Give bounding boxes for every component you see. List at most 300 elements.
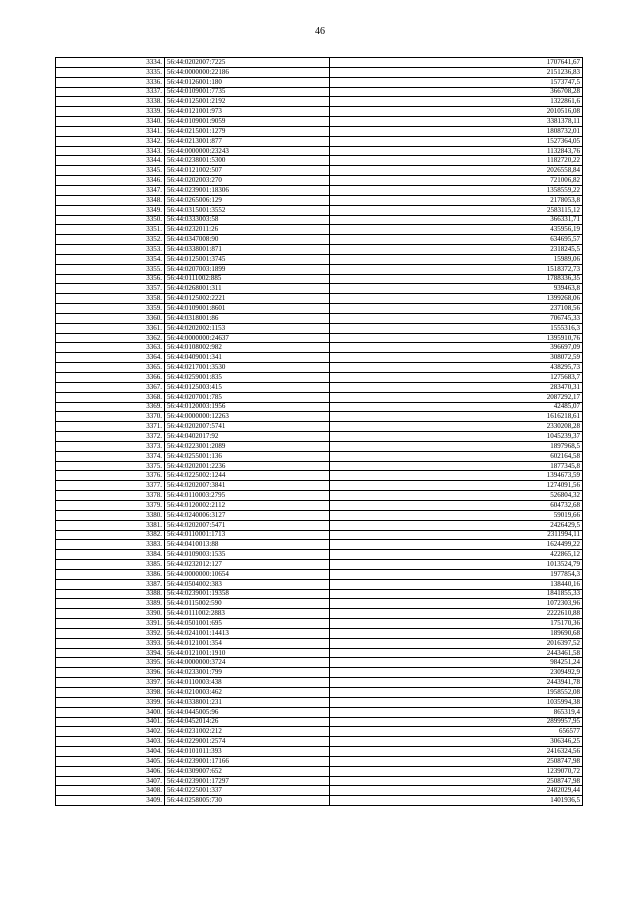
row-number-cell: 3401. <box>56 717 165 727</box>
table-row <box>56 205 583 215</box>
row-number-cell: 3350. <box>56 215 165 225</box>
value-cell: 1977854,3 <box>330 569 583 579</box>
table-row <box>56 195 583 205</box>
row-number-cell: 3397. <box>56 678 165 688</box>
table-row <box>56 245 583 255</box>
row-number-cell: 3356. <box>56 274 165 284</box>
cadastral-number-cell: 56:44:0225002:1244 <box>165 471 330 481</box>
table-row <box>56 579 583 589</box>
row-number-cell: 3343. <box>56 146 165 156</box>
cadastral-number-cell: 56:44:0232011:26 <box>165 225 330 235</box>
value-cell: 175170,36 <box>330 619 583 629</box>
cadastral-number-cell: 56:44:0445005:96 <box>165 707 330 717</box>
table-row <box>56 333 583 343</box>
table-row <box>56 313 583 323</box>
table-row <box>56 658 583 668</box>
row-number-cell: 3390. <box>56 609 165 619</box>
table-row <box>56 254 583 264</box>
row-number-cell: 3366. <box>56 373 165 383</box>
row-number-cell: 3361. <box>56 323 165 333</box>
value-cell: 1274091,56 <box>330 481 583 491</box>
cadastral-number-cell: 56:44:0217001:3530 <box>165 363 330 373</box>
row-number-cell: 3396. <box>56 668 165 678</box>
row-number-cell: 3340. <box>56 117 165 127</box>
table-row <box>56 500 583 510</box>
row-number-cell: 3404. <box>56 747 165 757</box>
row-number-cell: 3368. <box>56 392 165 402</box>
row-number-cell: 3402. <box>56 727 165 737</box>
value-cell: 1182720,22 <box>330 156 583 166</box>
table-row <box>56 176 583 186</box>
table-row <box>56 707 583 717</box>
cadastral-number-cell: 56:44:0229001:2574 <box>165 737 330 747</box>
row-number-cell: 3381. <box>56 520 165 530</box>
cadastral-number-cell: 56:44:0108002:982 <box>165 343 330 353</box>
table-row <box>56 796 583 806</box>
value-cell: 1045239,37 <box>330 432 583 442</box>
cadastral-number-cell: 56:44:0110003:2795 <box>165 491 330 501</box>
row-number-cell: 3384. <box>56 550 165 560</box>
row-number-cell: 3385. <box>56 560 165 570</box>
cadastral-number-cell: 56:44:0202002:1153 <box>165 323 330 333</box>
table-row <box>56 304 583 314</box>
table-row <box>56 668 583 678</box>
row-number-cell: 3391. <box>56 619 165 629</box>
cadastral-number-cell: 56:44:0233001:799 <box>165 668 330 678</box>
table-row <box>56 609 583 619</box>
cadastral-number-cell: 56:44:0115002:590 <box>165 599 330 609</box>
row-number-cell: 3388. <box>56 589 165 599</box>
table-row <box>56 727 583 737</box>
cadastral-number-cell: 56:44:0109001:8601 <box>165 304 330 314</box>
cadastral-number-cell: 56:44:0333003:58 <box>165 215 330 225</box>
row-number-cell: 3406. <box>56 766 165 776</box>
value-cell: 1035994,38 <box>330 697 583 707</box>
table-row <box>56 323 583 333</box>
row-number-cell: 3342. <box>56 136 165 146</box>
value-cell: 2482029,44 <box>330 786 583 796</box>
value-cell: 2583115,12 <box>330 205 583 215</box>
value-cell: 2330208,28 <box>330 422 583 432</box>
value-cell: 1624499,22 <box>330 540 583 550</box>
table-row <box>56 274 583 284</box>
cadastral-number-cell: 56:44:0101011:393 <box>165 747 330 757</box>
row-number-cell: 3378. <box>56 491 165 501</box>
row-number-cell: 3363. <box>56 343 165 353</box>
value-cell: 2443461,58 <box>330 648 583 658</box>
row-number-cell: 3347. <box>56 185 165 195</box>
value-cell: 1527364,05 <box>330 136 583 146</box>
row-number-cell: 3380. <box>56 510 165 520</box>
cadastral-number-cell: 56:44:0110001:1713 <box>165 530 330 540</box>
table-row <box>56 520 583 530</box>
table-row <box>56 441 583 451</box>
table-row <box>56 422 583 432</box>
cadastral-number-cell: 56:44:0120002:2112 <box>165 500 330 510</box>
table-row <box>56 461 583 471</box>
table-row <box>56 491 583 501</box>
cadastral-number-cell: 56:44:0268001:311 <box>165 284 330 294</box>
table-row <box>56 353 583 363</box>
value-cell: 1788336,35 <box>330 274 583 284</box>
row-number-cell: 3337. <box>56 87 165 97</box>
page-number: 46 <box>315 26 325 37</box>
table-row <box>56 628 583 638</box>
row-number-cell: 3367. <box>56 382 165 392</box>
value-cell: 1132843,76 <box>330 146 583 156</box>
row-number-cell: 3400. <box>56 707 165 717</box>
row-number-cell: 3405. <box>56 756 165 766</box>
table-row <box>56 97 583 107</box>
cadastral-number-cell: 56:44:0202007:3841 <box>165 481 330 491</box>
row-number-cell: 3375. <box>56 461 165 471</box>
row-number-cell: 3358. <box>56 294 165 304</box>
cadastral-number-cell: 56:44:0501001:695 <box>165 619 330 629</box>
value-cell: 1707641,67 <box>330 58 583 68</box>
row-number-cell: 3357. <box>56 284 165 294</box>
value-cell: 422865,12 <box>330 550 583 560</box>
row-number-cell: 3355. <box>56 264 165 274</box>
table-row <box>56 58 583 68</box>
value-cell: 2416324,56 <box>330 747 583 757</box>
cadastral-number-cell: 56:44:0207001:785 <box>165 392 330 402</box>
cadastral-number-cell: 56:44:0000000:10654 <box>165 569 330 579</box>
table-row <box>56 737 583 747</box>
value-cell: 1401936,5 <box>330 796 583 806</box>
table-row <box>56 471 583 481</box>
cadastral-number-cell: 56:44:0121001:973 <box>165 107 330 117</box>
cadastral-number-cell: 56:44:0240006:3127 <box>165 510 330 520</box>
value-cell: 2222610,88 <box>330 609 583 619</box>
value-cell: 2151236,83 <box>330 67 583 77</box>
value-cell: 308072,59 <box>330 353 583 363</box>
cadastral-number-cell: 56:44:0239001:17297 <box>165 776 330 786</box>
cadastral-number-cell: 56:44:0225001:337 <box>165 786 330 796</box>
row-number-cell: 3386. <box>56 569 165 579</box>
row-number-cell: 3351. <box>56 225 165 235</box>
table-row <box>56 678 583 688</box>
table-row <box>56 166 583 176</box>
value-cell: 1555316,3 <box>330 323 583 333</box>
value-cell: 15989,06 <box>330 254 583 264</box>
value-cell: 1877345,8 <box>330 461 583 471</box>
row-number-cell: 3387. <box>56 579 165 589</box>
value-cell: 189690,68 <box>330 628 583 638</box>
value-cell: 396697,09 <box>330 343 583 353</box>
row-number-cell: 3362. <box>56 333 165 343</box>
value-cell: 435956,19 <box>330 225 583 235</box>
cadastral-number-cell: 56:44:0347008:90 <box>165 235 330 245</box>
table-row <box>56 648 583 658</box>
cadastral-number-cell: 56:44:0125002:2221 <box>165 294 330 304</box>
cadastral-number-cell: 56:44:0202001:2236 <box>165 461 330 471</box>
row-number-cell: 3336. <box>56 77 165 87</box>
table-row <box>56 619 583 629</box>
row-number-cell: 3398. <box>56 688 165 698</box>
value-cell: 2318245,5 <box>330 245 583 255</box>
cadastral-number-cell: 56:44:0121001:1910 <box>165 648 330 658</box>
value-cell: 1394673,59 <box>330 471 583 481</box>
table-row <box>56 786 583 796</box>
row-number-cell: 3334. <box>56 58 165 68</box>
value-cell: 366708,28 <box>330 87 583 97</box>
row-number-cell: 3389. <box>56 599 165 609</box>
value-cell: 706745,33 <box>330 313 583 323</box>
value-cell: 237108,56 <box>330 304 583 314</box>
value-cell: 2311994,11 <box>330 530 583 540</box>
value-cell: 2508747,98 <box>330 776 583 786</box>
row-number-cell: 3335. <box>56 67 165 77</box>
row-number-cell: 3370. <box>56 412 165 422</box>
row-number-cell: 3354. <box>56 254 165 264</box>
row-number-cell: 3360. <box>56 313 165 323</box>
cadastral-number-cell: 56:44:0239001:18306 <box>165 185 330 195</box>
table-row <box>56 747 583 757</box>
value-cell: 1358559,22 <box>330 185 583 195</box>
value-cell: 2010516,08 <box>330 107 583 117</box>
value-cell: 1616218,61 <box>330 412 583 422</box>
table-row <box>56 343 583 353</box>
row-number-cell: 3393. <box>56 638 165 648</box>
value-cell: 1399268,06 <box>330 294 583 304</box>
cadastral-number-cell: 56:44:0000000:3724 <box>165 658 330 668</box>
cadastral-number-cell: 56:44:0504002:383 <box>165 579 330 589</box>
value-cell: 283470,31 <box>330 382 583 392</box>
cadastral-number-cell: 56:44:0409001:341 <box>165 353 330 363</box>
cadastral-number-cell: 56:44:0255001:136 <box>165 451 330 461</box>
cadastral-number-cell: 56:44:0121001:354 <box>165 638 330 648</box>
table-row <box>56 638 583 648</box>
value-cell: 2087292,17 <box>330 392 583 402</box>
row-number-cell: 3341. <box>56 126 165 136</box>
value-cell: 526804,32 <box>330 491 583 501</box>
cadastral-number-cell: 56:44:0223001:2089 <box>165 441 330 451</box>
row-number-cell: 3392. <box>56 628 165 638</box>
cadastral-number-cell: 56:44:0232012:127 <box>165 560 330 570</box>
value-cell: 366331,71 <box>330 215 583 225</box>
table-row <box>56 766 583 776</box>
cadastral-number-cell: 56:44:0120003:1956 <box>165 402 330 412</box>
table-row <box>56 756 583 766</box>
cadastral-number-cell: 56:44:0210003:462 <box>165 688 330 698</box>
value-cell: 1072303,96 <box>330 599 583 609</box>
cadastral-number-cell: 56:44:0207003:1899 <box>165 264 330 274</box>
value-cell: 721006,82 <box>330 176 583 186</box>
cadastral-number-cell: 56:44:0121002:507 <box>165 166 330 176</box>
cadastral-number-cell: 56:44:0125003:415 <box>165 382 330 392</box>
table-row <box>56 67 583 77</box>
cadastral-number-cell: 56:44:0000000:23243 <box>165 146 330 156</box>
cadastral-number-cell: 56:44:0202007:7225 <box>165 58 330 68</box>
value-cell: 306346,25 <box>330 737 583 747</box>
value-cell: 2178053,8 <box>330 195 583 205</box>
table-row <box>56 382 583 392</box>
cadastral-number-cell: 56:44:0315001:3552 <box>165 205 330 215</box>
value-cell: 1239070,72 <box>330 766 583 776</box>
register-table-body <box>56 58 583 806</box>
cadastral-number-cell: 56:44:0109001:7735 <box>165 87 330 97</box>
table-row <box>56 560 583 570</box>
cadastral-number-cell: 56:44:0241001:14413 <box>165 628 330 638</box>
row-number-cell: 3395. <box>56 658 165 668</box>
row-number-cell: 3408. <box>56 786 165 796</box>
table-row <box>56 550 583 560</box>
row-number-cell: 3372. <box>56 432 165 442</box>
table-row <box>56 432 583 442</box>
value-cell: 138440,16 <box>330 579 583 589</box>
cadastral-number-cell: 56:44:0258005:730 <box>165 796 330 806</box>
table-row <box>56 569 583 579</box>
table-row <box>56 87 583 97</box>
value-cell: 1395910,76 <box>330 333 583 343</box>
table-row <box>56 451 583 461</box>
table-row <box>56 540 583 550</box>
cadastral-number-cell: 56:44:0231002:212 <box>165 727 330 737</box>
table-row <box>56 717 583 727</box>
cadastral-number-cell: 56:44:0109003:1535 <box>165 550 330 560</box>
table-row <box>56 481 583 491</box>
value-cell: 1573747,5 <box>330 77 583 87</box>
cadastral-number-cell: 56:44:0410013:88 <box>165 540 330 550</box>
row-number-cell: 3359. <box>56 304 165 314</box>
value-cell: 1808732,01 <box>330 126 583 136</box>
cadastral-number-cell: 56:44:0000000:12263 <box>165 412 330 422</box>
table-row <box>56 373 583 383</box>
row-number-cell: 3365. <box>56 363 165 373</box>
row-number-cell: 3339. <box>56 107 165 117</box>
table-row <box>56 599 583 609</box>
value-cell: 2508747,98 <box>330 756 583 766</box>
row-number-cell: 3349. <box>56 205 165 215</box>
cadastral-number-cell: 56:44:0239001:17166 <box>165 756 330 766</box>
table-row <box>56 284 583 294</box>
table-row <box>56 294 583 304</box>
cadastral-number-cell: 56:44:0338001:231 <box>165 697 330 707</box>
value-cell: 2309492,9 <box>330 668 583 678</box>
row-number-cell: 3353. <box>56 245 165 255</box>
cadastral-number-cell: 56:44:0000000:24637 <box>165 333 330 343</box>
table-row <box>56 235 583 245</box>
value-cell: 42485,07 <box>330 402 583 412</box>
row-number-cell: 3373. <box>56 441 165 451</box>
table-row <box>56 402 583 412</box>
value-cell: 1275683,7 <box>330 373 583 383</box>
cadastral-number-cell: 56:44:0111002:885 <box>165 274 330 284</box>
value-cell: 634695,57 <box>330 235 583 245</box>
value-cell: 3381378,11 <box>330 117 583 127</box>
value-cell: 2426429,5 <box>330 520 583 530</box>
table-row <box>56 136 583 146</box>
table-row <box>56 156 583 166</box>
value-cell: 865319,4 <box>330 707 583 717</box>
table-row <box>56 117 583 127</box>
value-cell: 602164,58 <box>330 451 583 461</box>
table-row <box>56 215 583 225</box>
table-row <box>56 77 583 87</box>
cadastral-number-cell: 56:44:0111002:2883 <box>165 609 330 619</box>
row-number-cell: 3403. <box>56 737 165 747</box>
row-number-cell: 3346. <box>56 176 165 186</box>
value-cell: 1958552,08 <box>330 688 583 698</box>
cadastral-number-cell: 56:44:0402017:92 <box>165 432 330 442</box>
row-number-cell: 3352. <box>56 235 165 245</box>
value-cell: 984251,24 <box>330 658 583 668</box>
table-row <box>56 185 583 195</box>
cadastral-number-cell: 56:44:0202003:270 <box>165 176 330 186</box>
value-cell: 656577 <box>330 727 583 737</box>
value-cell: 2899957,95 <box>330 717 583 727</box>
value-cell: 1518372,73 <box>330 264 583 274</box>
cadastral-number-cell: 56:44:0125001:3745 <box>165 254 330 264</box>
table-row <box>56 412 583 422</box>
row-number-cell: 3345. <box>56 166 165 176</box>
value-cell: 59019,66 <box>330 510 583 520</box>
cadastral-number-cell: 56:44:0318001:86 <box>165 313 330 323</box>
cadastral-number-cell: 56:44:0259001:835 <box>165 373 330 383</box>
cadastral-number-cell: 56:44:0202007:5471 <box>165 520 330 530</box>
table-row <box>56 146 583 156</box>
cadastral-number-cell: 56:44:0338001:871 <box>165 245 330 255</box>
row-number-cell: 3376. <box>56 471 165 481</box>
value-cell: 1897968,5 <box>330 441 583 451</box>
table-row <box>56 688 583 698</box>
cadastral-register-table <box>55 57 583 806</box>
table-row <box>56 107 583 117</box>
row-number-cell: 3377. <box>56 481 165 491</box>
cadastral-number-cell: 56:44:0215001:1279 <box>165 126 330 136</box>
table-row <box>56 510 583 520</box>
value-cell: 1013524,79 <box>330 560 583 570</box>
row-number-cell: 3383. <box>56 540 165 550</box>
value-cell: 2026558,84 <box>330 166 583 176</box>
table-row <box>56 363 583 373</box>
row-number-cell: 3369. <box>56 402 165 412</box>
cadastral-number-cell: 56:44:0126001:180 <box>165 77 330 87</box>
cadastral-number-cell: 56:44:0452014:26 <box>165 717 330 727</box>
cadastral-number-cell: 56:44:0000000:22186 <box>165 67 330 77</box>
value-cell: 438295,73 <box>330 363 583 373</box>
cadastral-number-cell: 56:44:0265006:129 <box>165 195 330 205</box>
row-number-cell: 3344. <box>56 156 165 166</box>
cadastral-number-cell: 56:44:0202007:5741 <box>165 422 330 432</box>
table-row <box>56 530 583 540</box>
row-number-cell: 3374. <box>56 451 165 461</box>
cadastral-number-cell: 56:44:0109001:9059 <box>165 117 330 127</box>
row-number-cell: 3394. <box>56 648 165 658</box>
table-row <box>56 126 583 136</box>
cadastral-number-cell: 56:44:0110003:438 <box>165 678 330 688</box>
row-number-cell: 3409. <box>56 796 165 806</box>
value-cell: 1841855,33 <box>330 589 583 599</box>
row-number-cell: 3382. <box>56 530 165 540</box>
table-row <box>56 776 583 786</box>
table-row <box>56 589 583 599</box>
value-cell: 2016397,52 <box>330 638 583 648</box>
value-cell: 1322861,6 <box>330 97 583 107</box>
row-number-cell: 3348. <box>56 195 165 205</box>
value-cell: 2443941,78 <box>330 678 583 688</box>
row-number-cell: 3399. <box>56 697 165 707</box>
value-cell: 604732,68 <box>330 500 583 510</box>
row-number-cell: 3364. <box>56 353 165 363</box>
cadastral-number-cell: 56:44:0309007:652 <box>165 766 330 776</box>
row-number-cell: 3407. <box>56 776 165 786</box>
cadastral-number-cell: 56:44:0239001:19358 <box>165 589 330 599</box>
cadastral-number-cell: 56:44:0125001:2192 <box>165 97 330 107</box>
cadastral-number-cell: 56:44:0238001:5300 <box>165 156 330 166</box>
table-row <box>56 264 583 274</box>
row-number-cell: 3379. <box>56 500 165 510</box>
